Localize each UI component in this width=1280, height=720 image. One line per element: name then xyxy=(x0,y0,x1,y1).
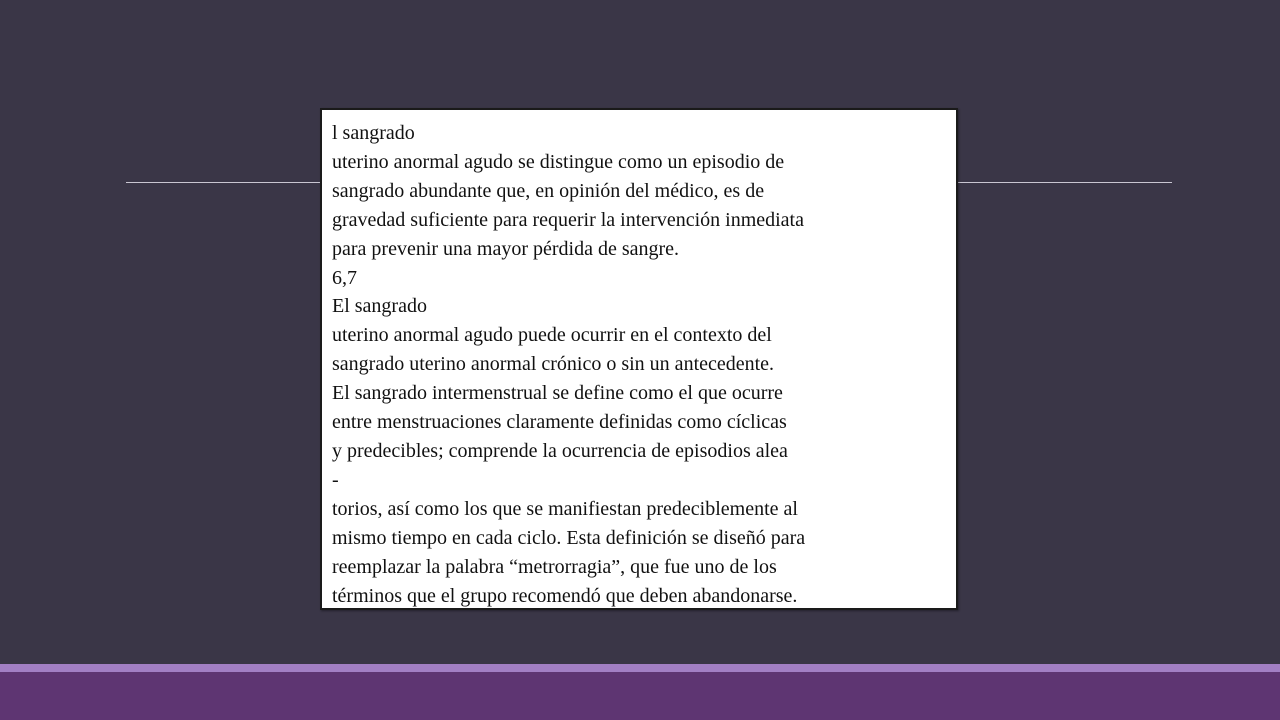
text-line: sangrado uterino anormal crónico o sin un antecedente. xyxy=(332,353,775,376)
text-line: El sangrado xyxy=(332,295,427,318)
hyphen-line: - xyxy=(332,468,339,491)
footer-bar xyxy=(0,672,1280,720)
text-line: El sangrado intermenstrual se define como el que ocurre xyxy=(332,382,783,405)
text-line: uterino anormal agudo se distingue como un episodio de xyxy=(332,150,785,173)
title-rule-right xyxy=(958,182,1172,183)
text-line: sangrado abundante que, en opinión del médico, es de xyxy=(332,179,765,202)
text-line: l sangrado xyxy=(332,122,415,144)
text-line: para prevenir una mayor pérdida de sangre. xyxy=(332,237,680,260)
citation-line: 6,7 xyxy=(332,266,357,289)
text-line: gravedad suficiente para requerir la intervención inmediata xyxy=(332,208,804,231)
footer-accent-bar xyxy=(0,664,1280,672)
title-rule-left xyxy=(126,182,322,183)
text-line: y predecibles; comprende la ocurrencia de episodios alea xyxy=(332,439,788,462)
text-line: reemplazar la palabra “metrorragia”, que fue uno de los xyxy=(332,555,777,578)
text-line: torios, así como los que se manifiestan predeciblemente al xyxy=(332,497,798,520)
text-line: mismo tiempo en cada ciclo. Esta definición se diseñó para xyxy=(332,526,806,549)
text-line: uterino anormal agudo puede ocurrir en el contexto del xyxy=(332,324,772,347)
text-box[interactable] xyxy=(320,108,958,610)
text-line: términos que el grupo recomendó que deben abandonarse. xyxy=(332,584,798,607)
text-line: entre menstruaciones claramente definidas como cíclicas xyxy=(332,411,787,434)
